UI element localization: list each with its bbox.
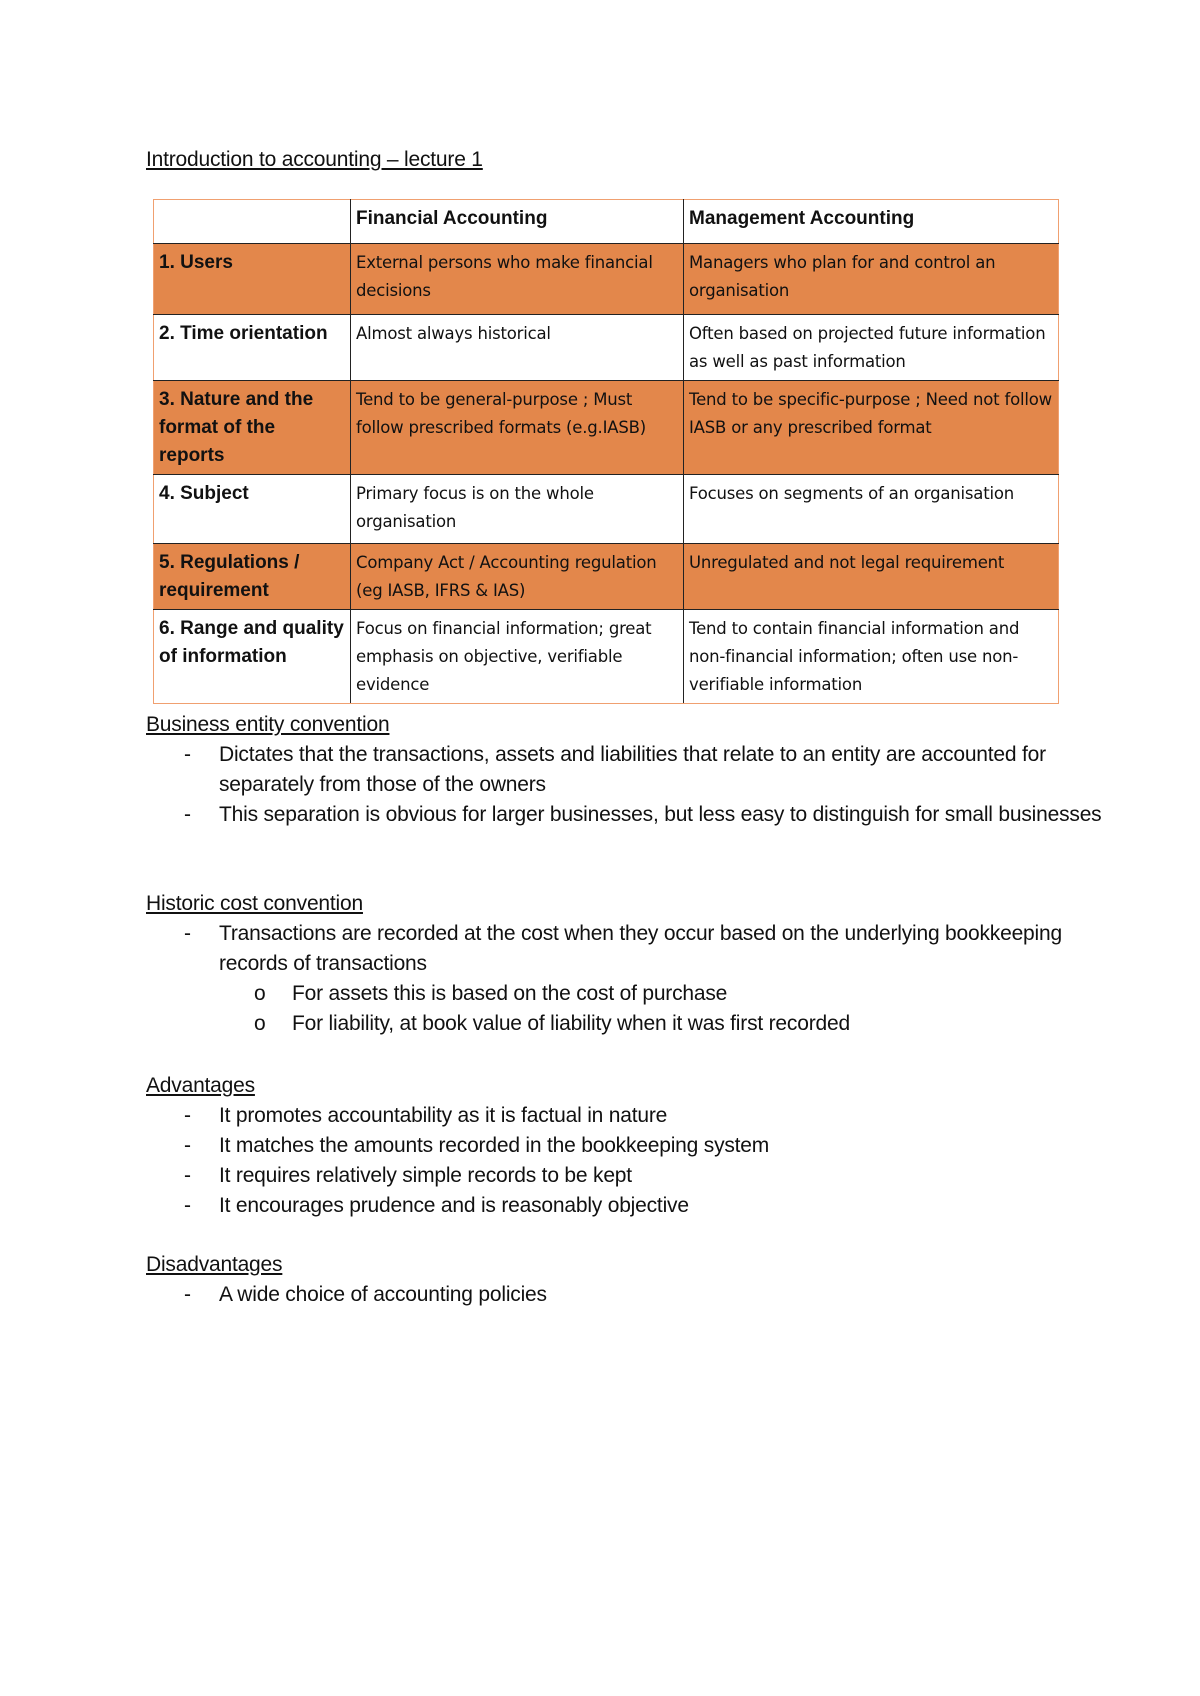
sub-list-item-text: For assets this is based on the cost of purchase [292,982,728,1005]
financial-cell: Tend to be general-purpose ; Must follow prescribed formats (e.g.IASB) [351,381,684,475]
row-label: 3. Nature and the format of the reports [154,381,351,475]
sub-bullet-list [219,979,1106,1039]
table-header-row [154,200,1059,244]
row-label: 6. Range and quality of information [154,610,351,704]
list-item-text: It matches the amounts recorded in the bookkeeping system [219,1134,770,1157]
table-header-cell: Management Accounting [684,200,1059,244]
list-item [146,740,1106,800]
row-label: 5. Regulations / requirement [154,544,351,610]
list-item [146,1131,1106,1161]
table-row [154,610,1059,704]
row-label: 1. Users [154,244,351,315]
sub-list-item [219,979,1106,1009]
historic-cost-section [146,889,1106,1039]
financial-cell: Focus on financial information; great emphasis on objective, verifiable evidence [351,610,684,704]
dash-bullet-icon: - [184,1164,191,1187]
sub-list-item-text: For liability, at book value of liability when it was first recorded [292,1012,850,1035]
row-label: 4. Subject [154,475,351,544]
dash-bullet-icon: - [184,1283,191,1306]
financial-cell: Primary focus is on the whole organisation [351,475,684,544]
bullet-list [146,1101,1106,1221]
list-item-text: This separation is obvious for larger businesses, but less easy to distinguish for small businesses [219,803,1102,826]
table-header-cell: Financial Accounting [351,200,684,244]
list-item-text: A wide choice of accounting policies [219,1283,547,1306]
management-cell: Often based on projected future information as well as past information [684,315,1059,381]
management-cell: Tend to contain financial information and non-financial information; often use non-verifiable information [684,610,1059,704]
dash-bullet-icon: - [184,743,191,766]
list-item [146,919,1106,1039]
financial-cell: Almost always historical [351,315,684,381]
dash-bullet-icon: - [184,803,191,826]
management-cell: Unregulated and not legal requirement [684,544,1059,610]
table-row [154,244,1059,315]
table-row [154,381,1059,475]
list-item-text: Transactions are recorded at the cost when they occur based on the underlying bookkeeping records of transactions [219,922,1062,975]
dash-bullet-icon: - [184,1134,191,1157]
circle-bullet-icon: o [254,1012,266,1035]
disadvantages-section [146,1250,1106,1310]
list-item-text: It promotes accountability as it is factual in nature [219,1104,668,1127]
table-header-cell [154,200,351,244]
management-cell: Tend to be specific-purpose ; Need not follow IASB or any prescribed format [684,381,1059,475]
financial-cell: External persons who make financial decisions [351,244,684,315]
bullet-list [146,1280,1106,1310]
list-item [146,1280,1106,1310]
circle-bullet-icon: o [254,982,266,1005]
dash-bullet-icon: - [184,1104,191,1127]
page-title: Introduction to accounting – lecture 1 [146,148,483,171]
advantages-section [146,1071,1106,1221]
list-item [146,1191,1106,1221]
section-heading: Historic cost convention [146,892,363,915]
comparison-table [153,199,1059,704]
table-row [154,475,1059,544]
financial-cell: Company Act / Accounting regulation (eg IASB, IFRS & IAS) [351,544,684,610]
list-item-text: It encourages prudence and is reasonably objective [219,1194,689,1217]
management-cell: Managers who plan for and control an organisation [684,244,1059,315]
row-label: 2. Time orientation [154,315,351,381]
bullet-list [146,919,1106,1039]
section-heading: Advantages [146,1074,255,1097]
list-item [146,1101,1106,1131]
list-item [146,800,1106,830]
table-row [154,315,1059,381]
section-heading: Disadvantages [146,1253,283,1276]
list-item-text: Dictates that the transactions, assets and liabilities that relate to an entity are accounted for separately from those of the owners [219,743,1046,796]
bullet-list [146,740,1106,830]
table-row [154,544,1059,610]
management-cell: Focuses on segments of an organisation [684,475,1059,544]
sub-list-item [219,1009,1106,1039]
dash-bullet-icon: - [184,922,191,945]
list-item-text: It requires relatively simple records to be kept [219,1164,632,1187]
business-entity-section [146,710,1106,830]
section-heading: Business entity convention [146,713,390,736]
list-item [146,1161,1106,1191]
dash-bullet-icon: - [184,1194,191,1217]
